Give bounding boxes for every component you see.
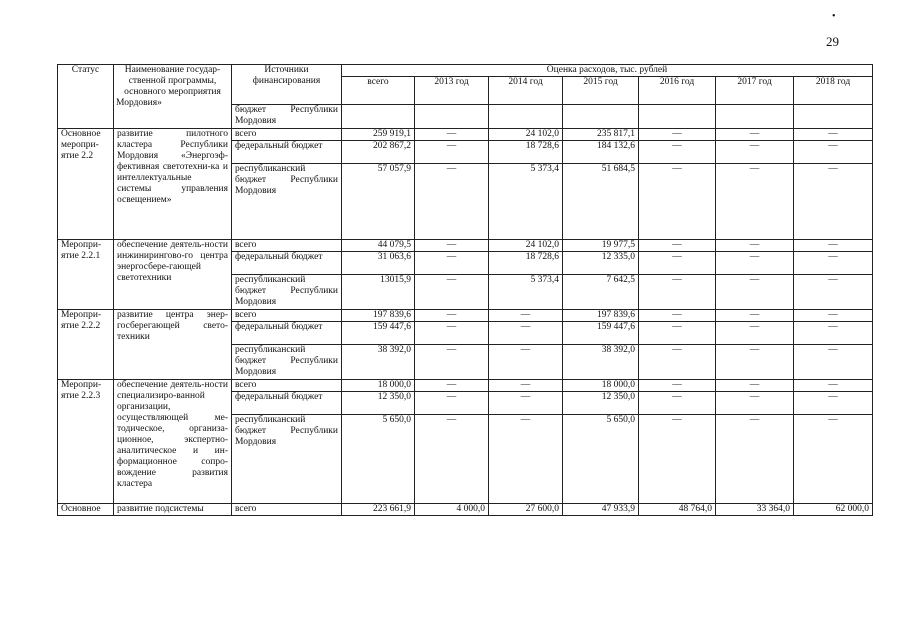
value-cell: 38 392,0 xyxy=(342,345,415,380)
page-number: 29 xyxy=(826,34,839,49)
name-cell: обеспечение деятель-ности инжинирингово-го центра энергосбере-гающей светотехники xyxy=(114,240,232,310)
value-cell: — xyxy=(415,380,489,392)
header-year: 2018 год xyxy=(794,77,873,105)
source-cell: всего xyxy=(232,310,342,322)
value-cell: — xyxy=(794,415,873,504)
value-cell: — xyxy=(415,275,489,310)
value-cell: 38 392,0 xyxy=(563,345,639,380)
value-cell: — xyxy=(639,310,716,322)
value-cell: 18 728,6 xyxy=(489,141,563,164)
value-cell: — xyxy=(794,345,873,380)
value-cell: — xyxy=(639,392,716,415)
source-cell: всего xyxy=(232,380,342,392)
header-year: всего xyxy=(342,77,415,105)
value-cell: 44 079,5 xyxy=(342,240,415,252)
value-cell: 184 132,6 xyxy=(563,141,639,164)
value-cell: — xyxy=(489,415,563,504)
value-cell: — xyxy=(794,380,873,392)
expenditure-table xyxy=(57,64,873,516)
value-cell: — xyxy=(415,310,489,322)
value-cell: — xyxy=(639,415,716,504)
value-cell: — xyxy=(489,345,563,380)
value-cell: 12 350,0 xyxy=(563,392,639,415)
value-cell: — xyxy=(716,240,794,252)
value-cell: 197 839,6 xyxy=(342,310,415,322)
value-cell: — xyxy=(415,392,489,415)
value-cell: — xyxy=(716,415,794,504)
value-cell: 24 102,0 xyxy=(489,240,563,252)
value-cell: — xyxy=(415,252,489,275)
value-cell: — xyxy=(415,129,489,141)
value-cell: 259 919,1 xyxy=(342,129,415,141)
value-cell: — xyxy=(639,240,716,252)
value-cell: 223 661,9 xyxy=(342,504,415,516)
header-year: 2013 год xyxy=(415,77,489,105)
value-cell: — xyxy=(794,164,873,240)
value-cell: — xyxy=(716,141,794,164)
header-year: 2016 год xyxy=(639,77,716,105)
status-cell: Основное меропри-ятие 2.2 xyxy=(58,129,114,240)
header-year: 2015 год xyxy=(563,77,639,105)
page-mark: • xyxy=(832,11,836,22)
value-cell: 13015,9 xyxy=(342,275,415,310)
value-cell: 7 642,5 xyxy=(563,275,639,310)
header-sources: Источники финансирования xyxy=(232,65,342,105)
value-cell: — xyxy=(415,322,489,345)
value-cell: — xyxy=(639,275,716,310)
value-cell: 5 650,0 xyxy=(563,415,639,504)
value-cell: — xyxy=(794,310,873,322)
value-cell: 57 057,9 xyxy=(342,164,415,240)
value-cell: 31 063,6 xyxy=(342,252,415,275)
value-cell: 202 867,2 xyxy=(342,141,415,164)
header-year: 2014 год xyxy=(489,77,563,105)
value-cell: — xyxy=(794,275,873,310)
value-cell: — xyxy=(489,310,563,322)
status-cell: Основное xyxy=(58,504,114,516)
value-cell: 24 102,0 xyxy=(489,129,563,141)
value-cell: — xyxy=(794,322,873,345)
value-cell: 33 364,0 xyxy=(716,504,794,516)
table-row xyxy=(58,310,873,322)
header-name-cont: Мордовия» xyxy=(116,98,162,108)
source-cell: республиканский бюджет Республики Мордовия xyxy=(232,415,342,504)
table-row xyxy=(58,240,873,252)
table-row xyxy=(58,380,873,392)
source-cell: всего xyxy=(232,504,342,516)
value-cell: — xyxy=(716,129,794,141)
value-cell: — xyxy=(716,252,794,275)
header-sources-cont: бюджет Республики Мордовия xyxy=(232,105,342,129)
header-name xyxy=(114,65,232,129)
name-cell: развитие пилотного кластера Республики Мордовия «Энергоэф-фективная светотехни-ка и интеллектуальные системы управления освещением» xyxy=(114,129,232,240)
value-cell: — xyxy=(489,380,563,392)
value-cell: 19 977,5 xyxy=(563,240,639,252)
value-cell: 159 447,6 xyxy=(563,322,639,345)
source-cell: федеральный бюджет xyxy=(232,252,342,275)
value-cell: — xyxy=(415,164,489,240)
value-cell: 62 000,0 xyxy=(794,504,873,516)
value-cell: — xyxy=(489,392,563,415)
value-cell: — xyxy=(716,322,794,345)
value-cell: 18 728,6 xyxy=(489,252,563,275)
header-name-text: Наименование государ-ственной программы, основного мероприятия xyxy=(124,65,221,97)
table-row xyxy=(58,504,873,516)
value-cell: 12 335,0 xyxy=(563,252,639,275)
value-cell: — xyxy=(639,345,716,380)
source-cell: республиканский бюджет Республики Мордовия xyxy=(232,345,342,380)
value-cell: 197 839,6 xyxy=(563,310,639,322)
value-cell: — xyxy=(716,345,794,380)
value-cell: — xyxy=(415,415,489,504)
value-cell: — xyxy=(415,240,489,252)
value-cell: 47 933,9 xyxy=(563,504,639,516)
value-cell: 159 447,6 xyxy=(342,322,415,345)
value-cell: 12 350,0 xyxy=(342,392,415,415)
header-year: 2017 год xyxy=(716,77,794,105)
name-cell: обеспечение деятель-ности специализиро-ванной организации, осуществляющей ме-тодическое, организа-ционное, экспертно-аналитическое и ин-формационное сопро-вождение развития кластера xyxy=(114,380,232,504)
value-cell: — xyxy=(716,392,794,415)
source-cell: республиканский бюджет Республики Мордовия xyxy=(232,275,342,310)
value-cell: — xyxy=(794,252,873,275)
value-cell: 4 000,0 xyxy=(415,504,489,516)
status-cell: Меропри-ятие 2.2.1 xyxy=(58,240,114,310)
value-cell: — xyxy=(639,164,716,240)
value-cell: — xyxy=(716,380,794,392)
status-cell: Меропри-ятие 2.2.3 xyxy=(58,380,114,504)
value-cell: 48 764,0 xyxy=(639,504,716,516)
value-cell: 18 000,0 xyxy=(342,380,415,392)
value-cell: — xyxy=(639,252,716,275)
value-cell: — xyxy=(794,141,873,164)
value-cell: — xyxy=(794,129,873,141)
source-cell: федеральный бюджет xyxy=(232,322,342,345)
header-estimate: Оценка расходов, тыс. рублей xyxy=(342,65,873,77)
value-cell: 51 684,5 xyxy=(563,164,639,240)
value-cell: — xyxy=(415,345,489,380)
value-cell: — xyxy=(415,141,489,164)
value-cell: 27 600,0 xyxy=(489,504,563,516)
name-cell: развитие центра энер-госберегающей свето-техники xyxy=(114,310,232,380)
source-cell: федеральный бюджет xyxy=(232,392,342,415)
source-cell: всего xyxy=(232,129,342,141)
value-cell: — xyxy=(639,141,716,164)
value-cell: 235 817,1 xyxy=(563,129,639,141)
table-row xyxy=(58,129,873,141)
value-cell: 5 373,4 xyxy=(489,164,563,240)
header-status: Статус xyxy=(58,65,114,129)
value-cell: — xyxy=(716,164,794,240)
value-cell: — xyxy=(716,310,794,322)
value-cell: — xyxy=(639,322,716,345)
value-cell: — xyxy=(794,392,873,415)
source-cell: республиканский бюджет Республики Мордовия xyxy=(232,164,342,240)
value-cell: — xyxy=(794,240,873,252)
source-cell: всего xyxy=(232,240,342,252)
value-cell: — xyxy=(716,275,794,310)
name-cell: развитие подсистемы xyxy=(114,504,232,516)
value-cell: 5 373,4 xyxy=(489,275,563,310)
source-cell: федеральный бюджет xyxy=(232,141,342,164)
value-cell: — xyxy=(489,322,563,345)
value-cell: 5 650,0 xyxy=(342,415,415,504)
value-cell: — xyxy=(639,129,716,141)
status-cell: Меропри-ятие 2.2.2 xyxy=(58,310,114,380)
value-cell: — xyxy=(639,380,716,392)
value-cell: 18 000,0 xyxy=(563,380,639,392)
